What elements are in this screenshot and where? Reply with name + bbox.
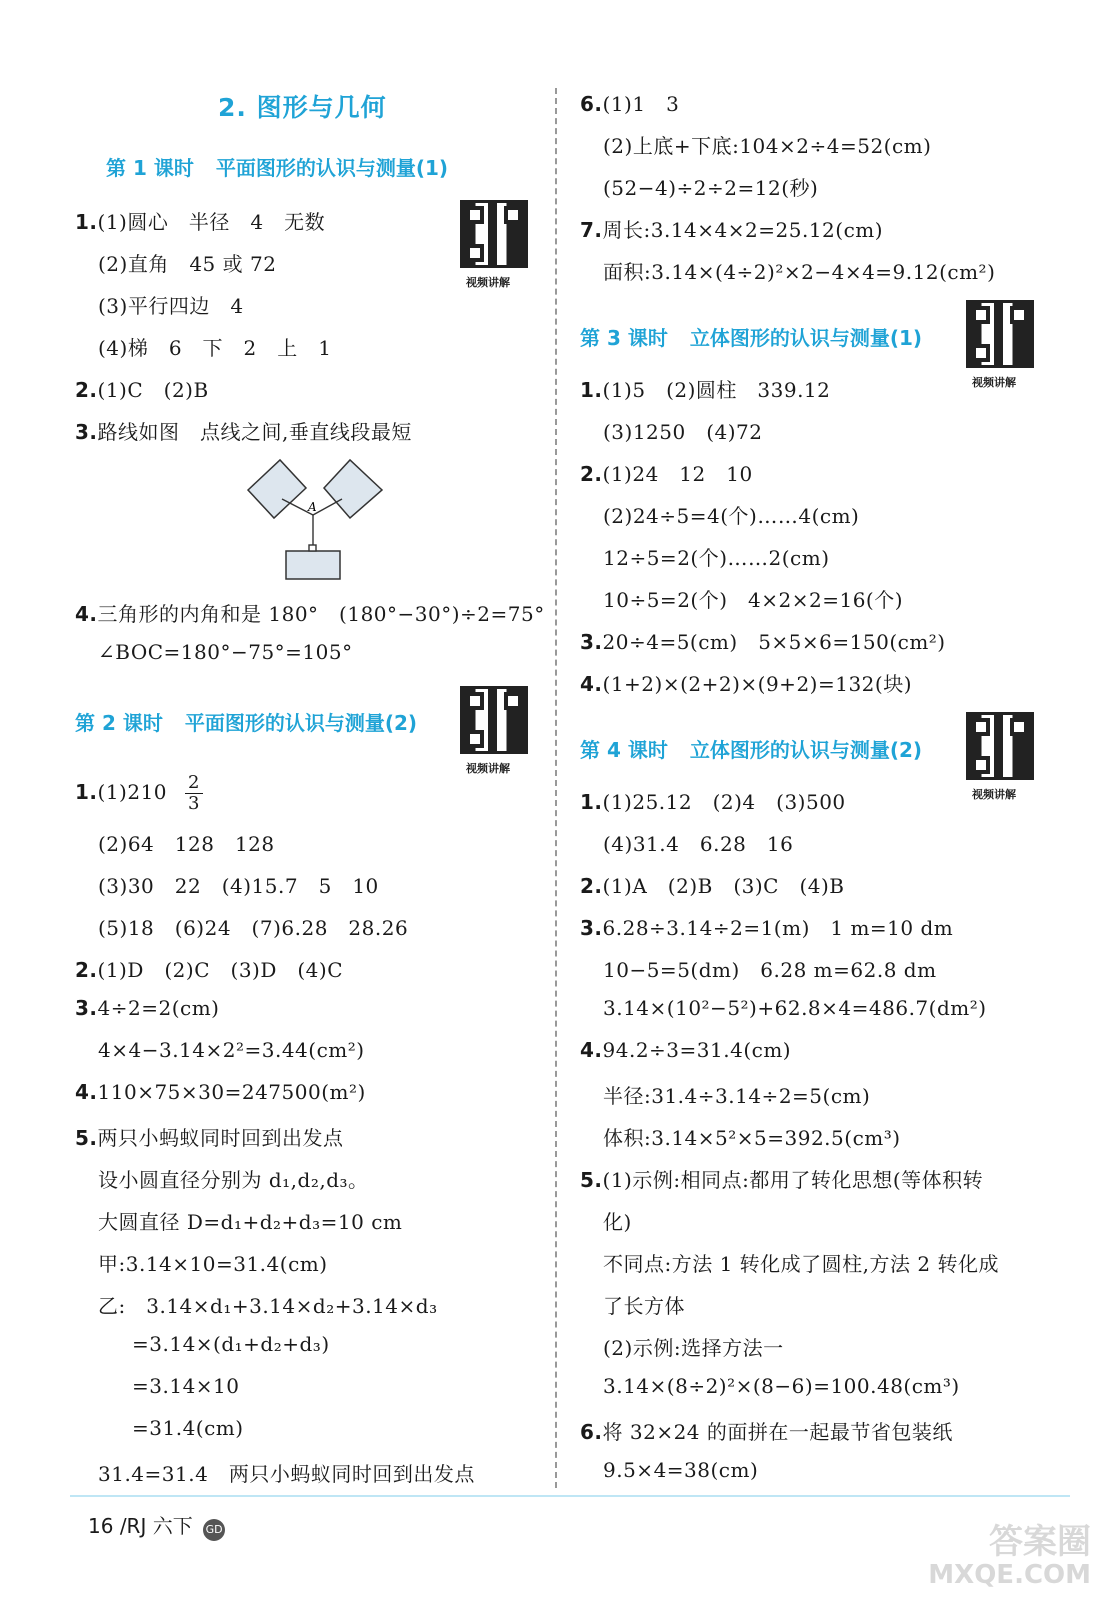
qr-caption: 视频讲解 (466, 276, 510, 289)
answer-line: 3.6.28÷3.14÷2=1(m) 1 m=10 dm (580, 916, 954, 940)
answer-line: 设小圆直径分别为 d₁,d₂,d₃。 (98, 1168, 369, 1192)
answer-line: =3.14×(d₁+d₂+d₃) (132, 1332, 330, 1356)
answer-line: 12÷5=2(个)……2(cm) (603, 546, 830, 570)
lesson-1-header (106, 152, 448, 181)
answer-line: 4.110×75×30=247500(m²) (75, 1080, 366, 1104)
answer-line: 3.路线如图 点线之间,垂直线段最短 (75, 420, 412, 444)
page-footer (88, 1510, 225, 1541)
answer-line: (5)18 (6)24 (7)6.28 28.26 (98, 916, 409, 940)
answer-line: (3)平行四边 4 (98, 294, 244, 318)
answer-line: 7.周长:3.14×4×2=25.12(cm) (580, 218, 884, 242)
answer-line: 2.(1)D (2)C (3)D (4)C (75, 958, 344, 982)
house-bottom (286, 551, 340, 579)
qr-code-icon[interactable] (966, 712, 1034, 780)
answer-line: 31.4=31.4 两只小蚂蚁同时回到出发点 (98, 1462, 475, 1486)
lesson-label: 第 1 课时 (106, 156, 194, 180)
edition-label: /RJ 六下 (119, 1514, 193, 1538)
qr-caption: 视频讲解 (972, 376, 1016, 389)
answer-line: 2.(1)C (2)B (75, 378, 209, 402)
answer-line: 1.(1)5 (2)圆柱 339.12 (580, 378, 831, 402)
lesson-4-header: 第 4 课时 立体图形的认识与测量(2) (580, 738, 923, 762)
answer-line: 乙: 3.14×d₁+3.14×d₂+3.14×d₃ (98, 1294, 438, 1318)
answer-line: 6.(1)1 3 (580, 92, 680, 116)
qr-code-icon[interactable] (460, 686, 528, 754)
answer-line: (2)64 128 128 (98, 832, 275, 856)
answer-line: 3.20÷4=5(cm) 5×5×6=150(cm²) (580, 630, 946, 654)
answer-line: 半径:31.4÷3.14÷2=5(cm) (603, 1084, 871, 1108)
lesson-2-header: 第 2 课时 平面图形的认识与测量(2) (75, 711, 418, 735)
qr-code-icon[interactable] (966, 300, 1034, 368)
answer-line: =3.14×10 (132, 1374, 240, 1398)
answer-line: 4.(1+2)×(2+2)×(9+2)=132(块) (580, 672, 913, 696)
answer-line: 化) (603, 1210, 632, 1234)
answer-line: 不同点:方法 1 转化成了圆柱,方法 2 转化成 (603, 1252, 999, 1276)
answer-line: 2.(1)A (2)B (3)C (4)B (580, 874, 845, 898)
path-right (313, 499, 342, 515)
answer-line: 2.(1)24 12 10 (580, 462, 753, 486)
answer-line: 5.两只小蚂蚁同时回到出发点 (75, 1126, 344, 1150)
answer-line: 9.5×4=38(cm) (603, 1458, 759, 1482)
qr-caption: 视频讲解 (466, 762, 510, 775)
column-divider (555, 88, 557, 1488)
edition-badge-icon: GD (203, 1519, 225, 1541)
answer-line: 10÷5=2(个) 4×2×2=16(个) (603, 588, 904, 612)
qr-caption: 视频讲解 (972, 788, 1016, 801)
answer-line: 6.将 32×24 的面拼在一起最节省包装纸 (580, 1420, 953, 1444)
answer-line: 3.14×(10²−5²)+62.8×4=486.7(dm²) (603, 996, 987, 1020)
answer-line: 1.(1)25.12 (2)4 (3)500 (580, 790, 846, 814)
answer-line: 3.4÷2=2(cm) (75, 996, 220, 1020)
fraction: $\frac{2}{3}$ (185, 773, 203, 814)
answer-line: (52−4)÷2÷2=12(秒) (603, 176, 819, 200)
watermark: 答案圈 MXQE.COM (928, 1522, 1091, 1591)
answer-line: (2)直角 45 或 72 (98, 252, 277, 276)
answer-line: 5.(1)示例:相同点:都用了转化思想(等体积转 (580, 1168, 984, 1192)
lesson-3-header: 第 3 课时 立体图形的认识与测量(1) (580, 326, 923, 350)
answer-line: (3)30 22 (4)15.7 5 10 (98, 874, 379, 898)
section-title: 2. 图形与几何 (218, 93, 387, 122)
answer-line: 4.94.2÷3=31.4(cm) (580, 1038, 792, 1062)
answer-line: 4.三角形的内角和是 180° (180°−30°)÷2=75° (75, 602, 545, 626)
answer-line: ∠BOC=180°−75°=105° (98, 640, 353, 664)
point-label: A (308, 500, 317, 514)
lesson-title: 平面图形的认识与测量(1) (215, 156, 449, 180)
house-left (248, 460, 306, 518)
answer-line: 体积:3.14×5²×5=392.5(cm³) (603, 1126, 901, 1150)
answer-line: 1.(1)圆心 半径 4 无数 (75, 210, 326, 234)
house-right (324, 460, 382, 518)
answer-line: (2)示例:选择方法一 (603, 1336, 784, 1360)
answer-line: =31.4(cm) (132, 1416, 244, 1440)
answer-line: (4)梯 6 下 2 上 1 (98, 336, 332, 360)
answer-line: 3.14×(8÷2)²×(8−6)=100.48(cm³) (603, 1374, 960, 1398)
answer-line: (3)1250 (4)72 (603, 420, 763, 444)
answer-line: (2)上底+下底:104×2÷4=52(cm) (603, 134, 932, 158)
route-diagram (240, 455, 390, 585)
qr-code-icon[interactable] (460, 200, 528, 268)
answer-line: 大圆直径 D=d₁+d₂+d₃=10 cm (98, 1210, 403, 1234)
answer-line: 4×4−3.14×2²=3.44(cm²) (98, 1038, 365, 1062)
answer-line: 面积:3.14×(4÷2)²×2−4×4=9.12(cm²) (603, 260, 996, 284)
footer-rule (70, 1495, 1070, 1497)
answer-line: 10−5=5(dm) 6.28 m=62.8 dm (603, 958, 937, 982)
answer-line: 了长方体 (603, 1294, 685, 1318)
page-number: 16 (88, 1514, 114, 1538)
answer-line: (2)24÷5=4(个)……4(cm) (603, 504, 860, 528)
answer-line: (4)31.4 6.28 16 (603, 832, 794, 856)
answer-line: 1.(1)210 $\frac{2}{3}$ (75, 773, 203, 814)
answer-line: 甲:3.14×10=31.4(cm) (98, 1252, 328, 1276)
